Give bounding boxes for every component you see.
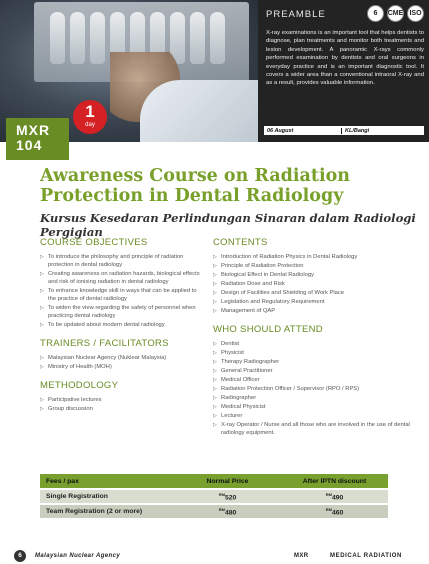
list-item: ▷ To introduce the philosophy and principle of radiation protection in dental radiology <box>40 253 205 269</box>
list-item: ▷ Principle of Radiation Protection <box>213 262 413 270</box>
duration-badge <box>73 100 107 134</box>
list-item: ▷ Introduction of Radiation Physics in Dental Radiology <box>213 253 413 261</box>
list-item: ▷ To be updated about modern dental radiology <box>40 321 205 329</box>
currency-label: RM <box>218 491 225 497</box>
list-item: ▷ Lecturer <box>213 412 413 420</box>
list-item: ▷ Biological Effect in Dental Radiology <box>213 271 413 279</box>
footer-department: MEDICAL RADIATION <box>330 553 402 559</box>
footer-code: MXR <box>294 553 309 559</box>
course-code-prefix: MXR <box>16 122 51 138</box>
course-code-box <box>6 118 69 160</box>
course-code-number: 104 <box>16 137 43 153</box>
list-item: ▷ Radiographer <box>213 394 413 402</box>
left-column <box>40 237 205 414</box>
preamble-text: X-ray examinations is an important tool that helps dentists to diagnose, plan treatments and monitor both treatments and lesion development. A panoramic X-rays commonly performed examination by dentists and oral surgeons in everyday practice and is an important diagnostic tool. It covers a wider area than a conventional intraoral X-ray and as a result, provides valuable information. <box>266 30 424 87</box>
list-item: ▷ General Practitioner <box>213 367 413 375</box>
fee-normal: $^{RM}$480 <box>174 504 281 519</box>
currency-label: RM <box>218 506 225 512</box>
fees-header-discount: After IPTN discount <box>281 474 388 489</box>
duration-unit: day <box>85 122 95 128</box>
schedule-bar <box>264 126 424 135</box>
list-item: ▷ Design of Facilities and Shielding of Work Place <box>213 289 413 297</box>
fee-label: Single Registration <box>40 489 174 504</box>
preamble-panel <box>258 0 429 142</box>
badge-group <box>367 5 424 22</box>
hero-banner <box>0 0 429 153</box>
list-item: ▷ Medical Physicist <box>213 403 413 411</box>
right-column <box>213 237 413 438</box>
page-footer <box>14 550 414 562</box>
attend-heading: WHO SHOULD ATTEND <box>213 324 323 335</box>
fee-normal: $^{RM}$520 <box>174 489 281 504</box>
methodology-heading: METHODOLOGY <box>40 380 119 391</box>
iso-badge-icon: ISO <box>407 5 424 22</box>
list-item: ▷ Creating awareness on radiation hazards, biological effects and risk of ionising radiation in dental radiology <box>40 270 205 286</box>
fees-header-label: Fees / pax <box>40 474 174 489</box>
contents-heading: CONTENTS <box>213 237 268 248</box>
list-item: ▷ Malaysian Nuclear Agency (Nuklear Malaysia) <box>40 354 205 362</box>
objectives-heading: COURSE OBJECTIVES <box>40 237 148 248</box>
table-row <box>40 504 388 519</box>
list-item: ▷ To enhance knowledge skill in ways that can be applied to the practice of dental radiology <box>40 287 205 303</box>
objectives-list <box>40 253 205 329</box>
course-title-line1: Awareness Course on Radiation <box>40 166 351 186</box>
fees-table <box>40 474 388 520</box>
list-item: ▷ Therapy Radiographer <box>213 358 413 366</box>
duration-number: 1 <box>85 102 95 121</box>
trainers-list <box>40 354 205 371</box>
doctor-sleeve <box>140 80 258 142</box>
course-location: KL/Bangi <box>345 127 370 134</box>
table-row <box>40 489 388 504</box>
list-item: ▷ Management of QAP <box>213 307 413 315</box>
currency-label: RM <box>325 506 332 512</box>
list-item: ▷ Legislation and Regulatory Requirement <box>213 298 413 306</box>
list-item: ▷ Participative lectures <box>40 396 205 404</box>
cme-badge-icon: CME <box>387 5 404 22</box>
list-item: ▷ Radiation Protection Officer / Supervisor (RPO / RPS) <box>213 385 413 393</box>
preamble-title: PREAMBLE <box>266 9 326 20</box>
page-number: 6 <box>14 550 26 562</box>
list-item: ▷ Radiation Dose and Risk <box>213 280 413 288</box>
trainers-heading: TRAINERS / FACILITATORS <box>40 338 169 349</box>
currency-label: RM <box>325 491 332 497</box>
list-item: ▷ To widen the view regarding the safety of personnel when practicing dental radiology <box>40 304 205 320</box>
footer-organization: Malaysian Nuclear Agency <box>35 553 121 559</box>
course-title <box>40 166 420 206</box>
attend-list <box>213 340 413 437</box>
list-item: ▷ X-ray Operator / Nurse and all those who are involved in the use of dental radiology equipment. <box>213 421 413 437</box>
list-item: ▷ Medical Officer <box>213 376 413 384</box>
list-item: ▷ Group discussion <box>40 405 205 413</box>
list-item: ▷ Dentist <box>213 340 413 348</box>
course-title-line2: Protection in Dental Radiology <box>40 186 344 206</box>
fee-discount: $^{RM}$490 <box>281 489 388 504</box>
fee-label: Team Registration (2 or more) <box>40 504 174 519</box>
fees-header-normal: Normal Price <box>174 474 281 489</box>
table-header-row <box>40 474 388 489</box>
fee-discount: $^{RM}$460 <box>281 504 388 519</box>
methodology-list <box>40 396 205 413</box>
contents-list <box>213 253 413 315</box>
list-item: ▷ Physicist <box>213 349 413 357</box>
course-title-malay: Kursus Kesedaran Perlindungan Sinaran dalam Radiologi Pergigian <box>40 211 416 239</box>
hours-badge-icon: 6 <box>367 5 384 22</box>
course-date: 06 August <box>264 128 342 134</box>
list-item: ▷ Ministry of Health (MOH) <box>40 363 205 371</box>
